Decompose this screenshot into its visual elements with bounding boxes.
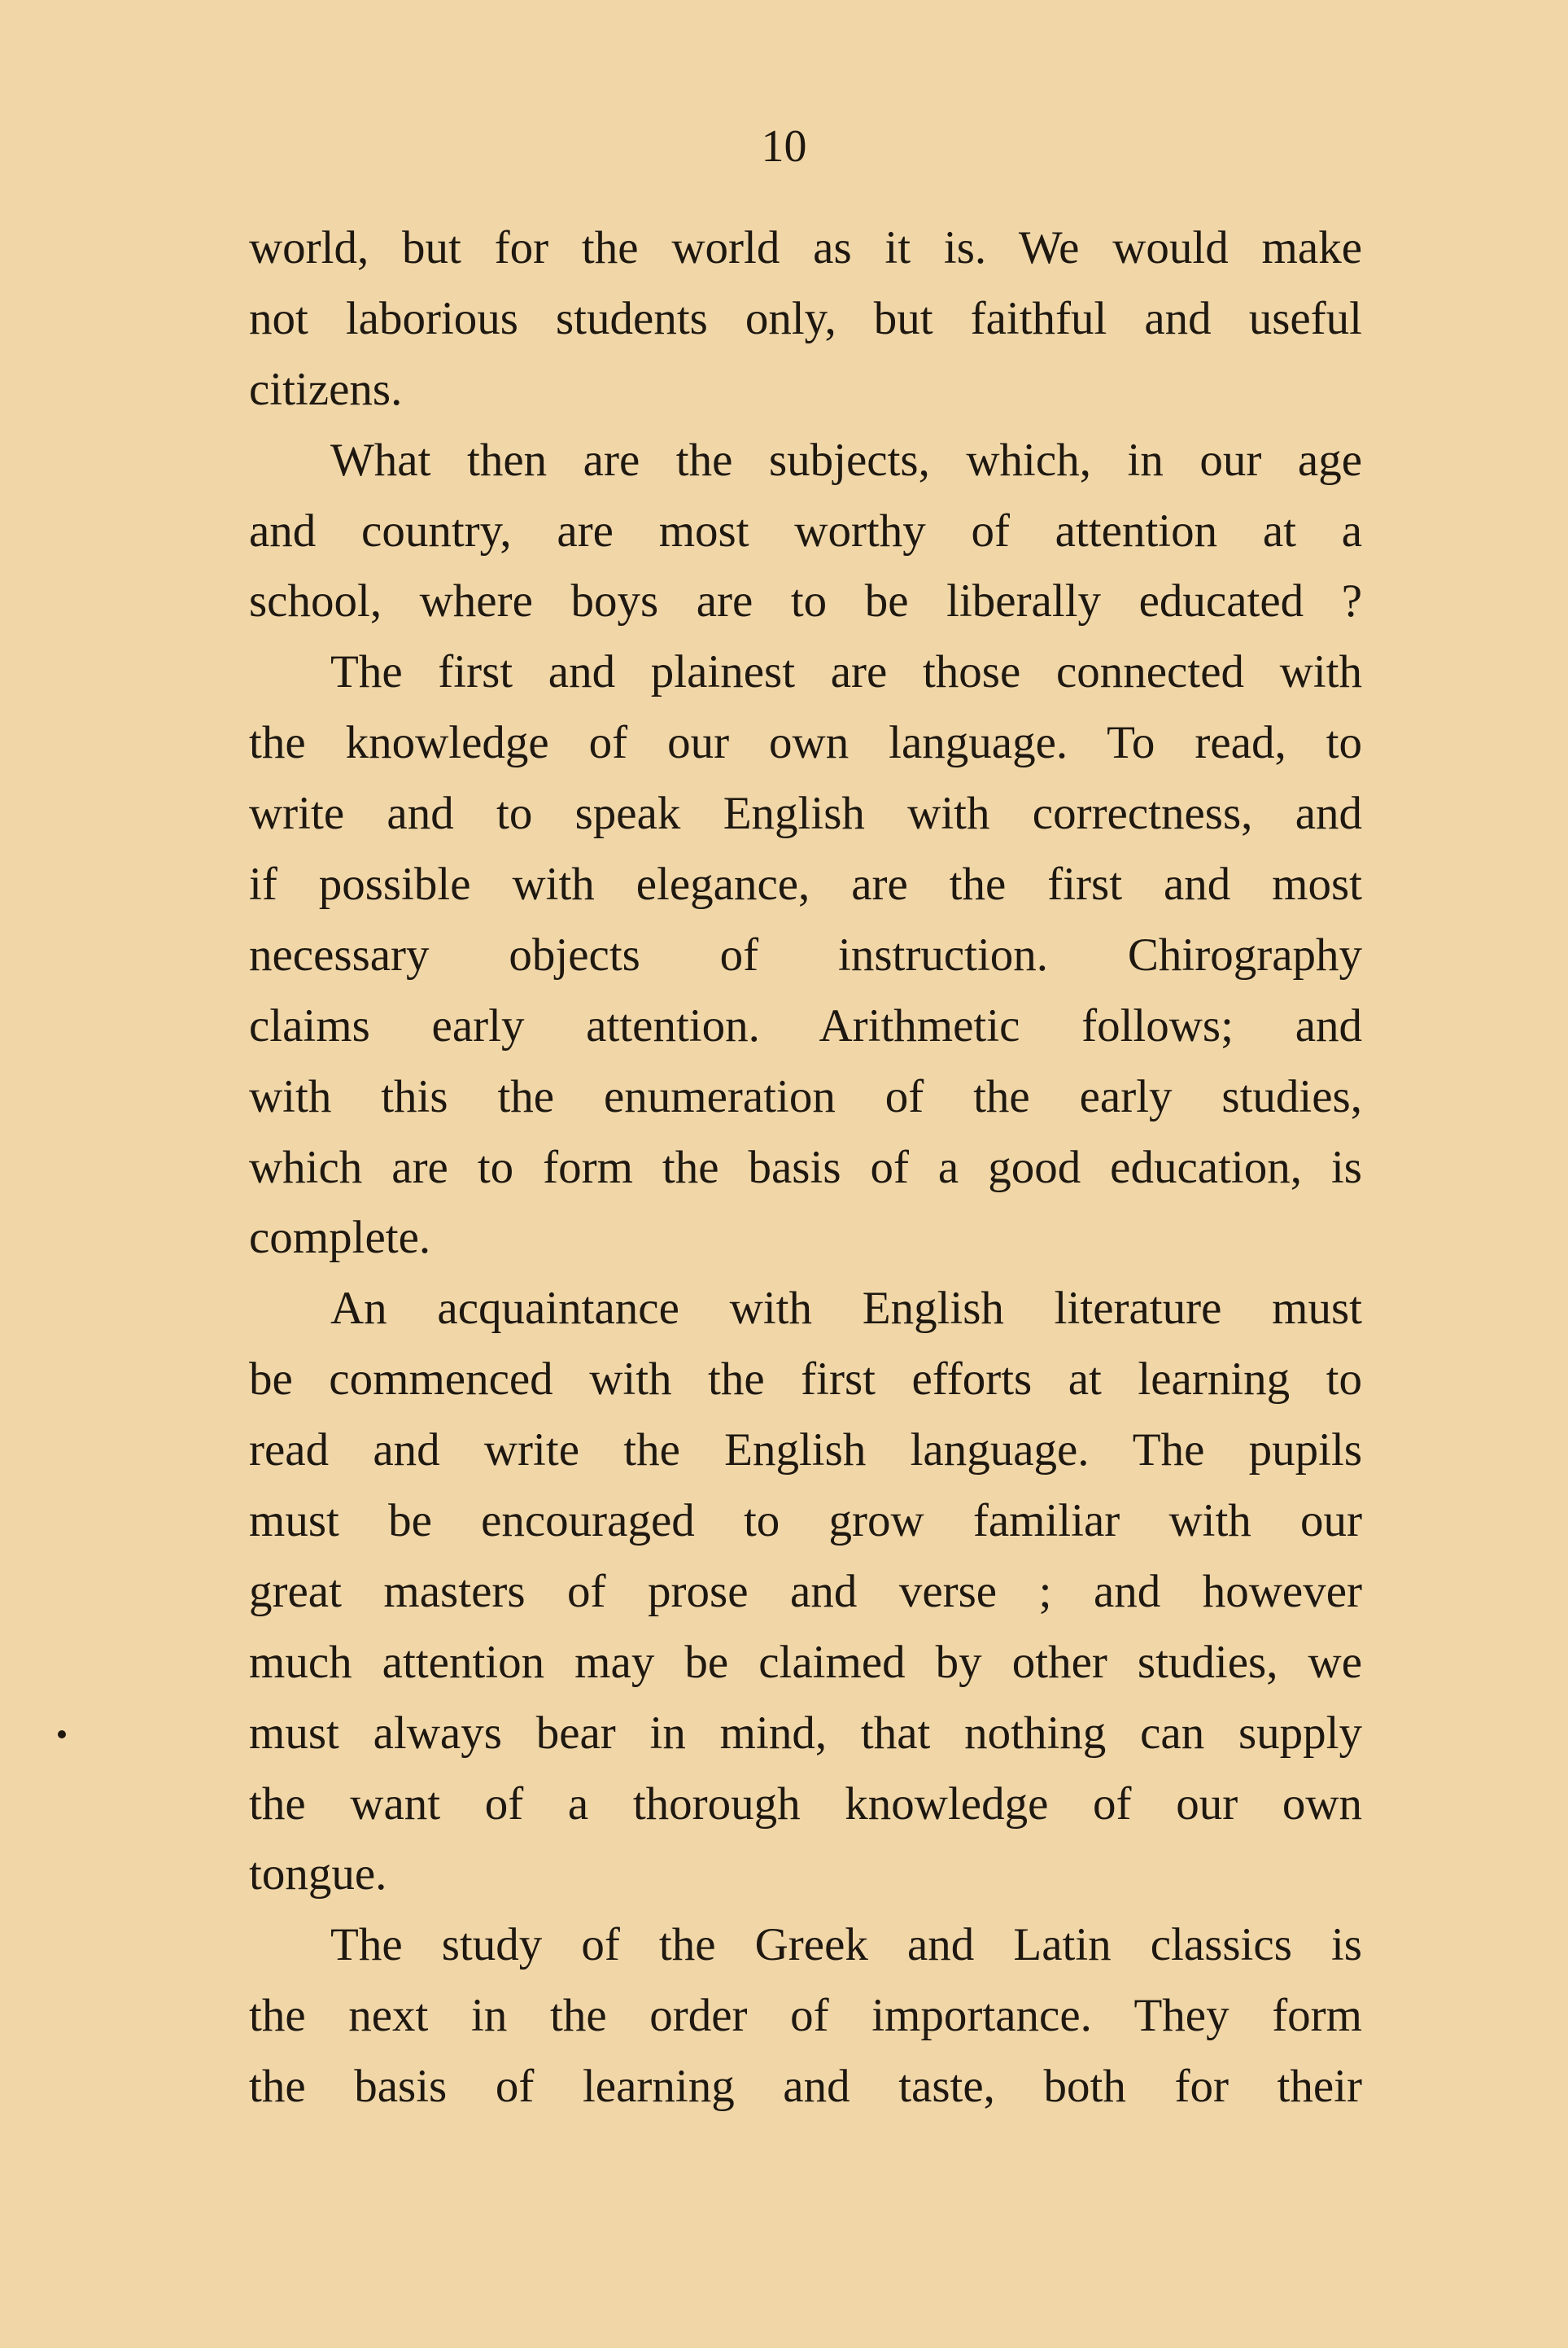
text-line: much attention may be claimed by other studies, we — [249, 1636, 1362, 1688]
text-line: must always bear in mind, that nothing can supply — [249, 1707, 1362, 1759]
text-line: and country, are most worthy of attention at a — [249, 505, 1362, 557]
text-line: An acquaintance with English literature must — [330, 1283, 1362, 1335]
text-line: the basis of learning and taste, both for their — [249, 2061, 1362, 2113]
text-line: with this the enumeration of the early studies, — [249, 1070, 1362, 1122]
margin-dot-mark — [58, 1730, 66, 1738]
text-line: school, where boys are to be liberally educated ? — [249, 575, 1362, 627]
text-line: if possible with elegance, are the first and most — [249, 859, 1362, 911]
text-line: not laborious students only, but faithful and useful — [249, 292, 1362, 344]
text-line: The first and plainest are those connected with — [330, 646, 1362, 698]
text-line: complete. — [249, 1212, 431, 1264]
paragraph-5 — [249, 1910, 1362, 2123]
text-line: necessary objects of instruction. Chirography — [249, 929, 1362, 981]
text-line: claims early attention. Arithmetic follows; and — [249, 999, 1362, 1052]
text-line: read and write the English language. The pupils — [249, 1424, 1362, 1476]
text-line: be commenced with the first efforts at learning to — [249, 1353, 1362, 1406]
text-line: tongue. — [249, 1848, 387, 1900]
text-line: The study of the Greek and Latin classics is — [330, 1919, 1362, 1971]
text-line: the want of a thorough knowledge of our own — [249, 1777, 1362, 1830]
body-text — [249, 213, 1362, 2123]
text-line: the next in the order of importance. They form — [249, 1990, 1362, 2042]
text-line: must be encouraged to grow familiar with our — [249, 1495, 1362, 1547]
paragraph-1 — [249, 213, 1362, 426]
text-line: which are to form the basis of a good education, is — [249, 1141, 1362, 1193]
page-number: 10 — [761, 121, 807, 172]
text-line: write and to speak English with correctness, and — [249, 788, 1362, 840]
text-line: the knowledge of our own language. To read, to — [249, 717, 1362, 769]
text-line: citizens. — [249, 363, 403, 415]
text-line: world, but for the world as it is. We would make — [249, 222, 1362, 273]
paragraph-3 — [249, 637, 1362, 1274]
text-line: What then are the subjects, which, in our age — [330, 434, 1362, 486]
paragraph-4 — [249, 1274, 1362, 1910]
paragraph-2 — [249, 426, 1362, 638]
text-line: great masters of prose and verse ; and however — [249, 1565, 1362, 1617]
